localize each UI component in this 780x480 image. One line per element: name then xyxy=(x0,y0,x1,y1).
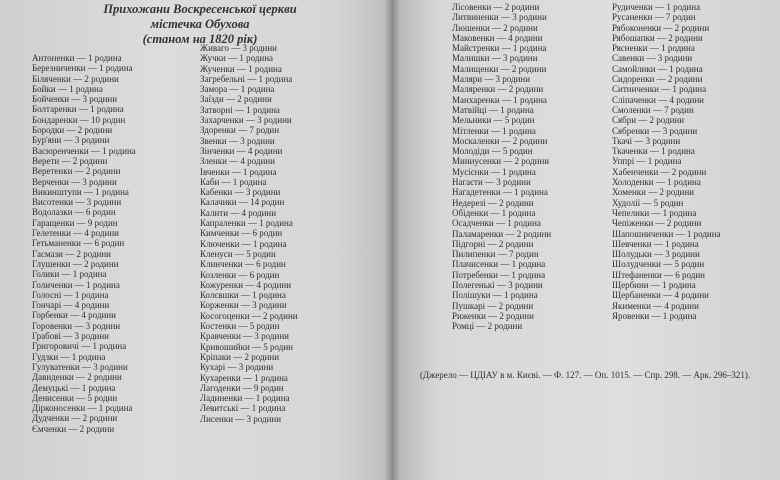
surname-entry: Яровенки — 1 родина xyxy=(612,310,697,321)
surname-entry: Кленуси — 5 родин xyxy=(200,248,276,259)
surname-entry: Звенки — 3 родини xyxy=(200,135,275,146)
right-page xyxy=(392,0,780,480)
surname-entry: Клинченки — 6 родин xyxy=(200,259,286,270)
surname-entry: Висотенки — 3 родини xyxy=(32,197,122,208)
surname-entry: Грабові — 3 родини xyxy=(32,331,109,342)
surname-entry: Малищенки — 2 родини xyxy=(452,63,547,74)
surname-entry: Обіденки — 1 родина xyxy=(452,207,536,218)
surname-entry: Голиченки — 1 родина xyxy=(32,279,120,290)
surname-entry: Голосні — 1 родина xyxy=(32,289,109,300)
surname-entry: Сліпаченки — 4 родини xyxy=(612,94,704,105)
surname-entry: Плачисенки — 1 родина xyxy=(452,259,546,270)
surname-entry: Пушкарі — 2 родини xyxy=(452,300,534,311)
surname-entry: Івченки — 1 родина xyxy=(200,166,277,177)
surname-entry: Ключенки — 1 родина xyxy=(200,238,287,249)
surname-entry: Глушенки — 2 родини xyxy=(32,258,119,269)
surname-entry: Люшенки — 2 родини xyxy=(452,22,538,33)
surname-entry: Викинштупи — 1 родина xyxy=(32,186,129,197)
surname-entry: Рябошапки — 2 родини xyxy=(612,32,703,43)
surname-entry: Бородки — 2 родини xyxy=(32,125,113,136)
surname-entry: Сидоренки — 2 родини xyxy=(612,74,703,85)
surname-entry: Рябоконенки — 2 родини xyxy=(612,22,710,33)
surname-entry: Штефаненки — 6 родин xyxy=(612,269,705,280)
surname-entry: Підгорні — 2 родини xyxy=(452,238,534,249)
surname-entry: Біляченки — 2 родини xyxy=(32,73,119,84)
surname-entry: Гончарі — 4 родини xyxy=(32,300,110,311)
surname-column-2 xyxy=(200,43,298,424)
surname-entry: Худолії — 5 родин xyxy=(612,197,684,208)
surname-entry: Гетьманенки — 6 родин xyxy=(32,238,125,249)
surname-entry: Якименки — 4 родини xyxy=(612,300,699,311)
surname-entry: Сябри — 2 родини xyxy=(612,115,685,126)
surname-entry: Кабенки — 3 родини xyxy=(200,187,281,198)
surname-entry: Демуцькі — 1 родина xyxy=(32,382,116,393)
surname-entry: Нагадетенки — 1 родина xyxy=(452,187,548,198)
title-line-3: (станом на 1820 рік) xyxy=(142,32,258,46)
surname-entry: Рясненки — 1 родина xyxy=(612,43,695,54)
surname-entry: Жученки — 1 родина xyxy=(200,63,282,74)
surname-entry: Манхаренки — 1 родина xyxy=(452,94,547,105)
surname-entry: Живаго — 3 родини xyxy=(200,43,277,53)
surname-entry: Пилипенки — 7 родин xyxy=(452,249,539,260)
surname-entry: Рудиченки — 1 родина xyxy=(612,2,701,12)
surname-entry: Затворні — 1 родина xyxy=(200,104,280,115)
surname-entry: Дірконосенки — 1 родина xyxy=(32,403,133,414)
surname-entry: Лагоденки — 9 родин xyxy=(200,382,284,393)
surname-column-3 xyxy=(452,2,551,332)
surname-entry: Ткачі — 3 родини xyxy=(612,135,681,146)
surname-entry: Козленки — 6 родин xyxy=(200,269,280,280)
surname-entry: Антоненки — 1 родина xyxy=(32,53,122,63)
surname-entry: Костенки — 5 родин xyxy=(200,321,280,332)
surname-entry: Болтаренки — 1 родина xyxy=(32,104,124,115)
surname-entry: Давиденки — 2 родини xyxy=(32,372,122,383)
surname-entry: Полішуки — 1 родина xyxy=(452,290,538,301)
surname-entry: Маляренки — 2 родини xyxy=(452,84,544,95)
surname-entry: Загребельні — 1 родина xyxy=(200,73,293,84)
surname-entry: Бондаренки — 10 родин xyxy=(32,114,126,125)
surname-entry: Риженки — 2 родини xyxy=(452,310,534,321)
surname-entry: Ладиненки — 1 родина xyxy=(200,393,290,404)
surname-entry: Молодіди — 5 родин xyxy=(452,146,533,157)
surname-entry: Чепелики — 1 родина xyxy=(612,207,697,218)
surname-entry: Голики — 1 родина xyxy=(32,269,107,280)
surname-entry: Майстренки — 1 родина xyxy=(452,43,547,54)
surname-entry: Зленки — 4 родини xyxy=(200,156,275,167)
surname-entry: Верети — 2 родини xyxy=(32,155,108,166)
book-gutter xyxy=(384,0,400,480)
surname-entry: Замора — 1 родина xyxy=(200,84,275,95)
surname-entry: Ромці — 2 родини xyxy=(452,321,523,332)
surname-entry: Гелетенки — 4 родини xyxy=(32,228,119,239)
surname-entry: Щербаненки — 4 родини xyxy=(612,290,709,301)
surname-entry: Савенки — 3 родини xyxy=(612,53,693,64)
surname-entry: Капраленки — 1 родина xyxy=(200,218,293,229)
surname-entry: Холоденки — 1 родина xyxy=(612,177,701,188)
surname-entry: Потребенки — 1 родина xyxy=(452,269,546,280)
surname-entry: Гасмази — 2 родини xyxy=(32,248,111,259)
surname-entry: Смоленки — 7 родин xyxy=(612,104,694,115)
surname-entry: Жучки — 1 родина xyxy=(200,53,274,64)
surname-entry: Калити — 4 родини xyxy=(200,207,277,218)
surname-entry: Левитські — 1 родина xyxy=(200,403,286,414)
surname-entry: Ємченки — 2 родини xyxy=(32,423,115,434)
surname-entry: Литвиненки — 3 родини xyxy=(452,12,547,23)
surname-entry: Гудзки — 1 родина xyxy=(32,351,106,362)
surname-entry: Кривошийки — 5 родин xyxy=(200,341,293,352)
surname-entry: Маковенки — 4 родини xyxy=(452,32,543,43)
surname-entry: Бойченки — 3 родини xyxy=(32,94,118,105)
surname-entry: Ситниченки — 1 родина xyxy=(612,84,707,95)
surname-entry: Кравченки — 3 родини xyxy=(200,331,289,342)
surname-entry: Нагаєти — 3 родини xyxy=(452,177,531,188)
surname-entry: Кожуренки — 4 родини xyxy=(200,279,292,290)
surname-entry: Бур'яни — 3 родини xyxy=(32,135,110,146)
title-line-2: містечка Обухова xyxy=(150,17,250,31)
surname-entry: Малишки — 3 родини xyxy=(452,53,538,64)
surname-entry: Мусієнки — 1 родина xyxy=(452,166,536,177)
surname-entry: Денисенки — 5 родин xyxy=(32,392,118,403)
surname-entry: Здоренки — 7 родин xyxy=(200,125,280,136)
surname-entry: Заїзди — 2 родини xyxy=(200,94,272,105)
surname-entry: Сябренки — 3 родини xyxy=(612,125,698,136)
surname-entry: Васюренченки — 1 родина xyxy=(32,145,136,156)
source-note: (Джерело — ЦДІАУ в м. Києві. — Ф. 127. — Оп. 1015. — Спр. 298. — Арк. 296–321). xyxy=(420,370,751,380)
surname-entry: Уппрі — 1 родина xyxy=(612,156,682,167)
surname-entry: Мітленки — 1 родина xyxy=(452,125,536,136)
surname-entry: Кухарі — 3 родини xyxy=(200,362,274,373)
surname-entry: Горбенки — 4 родини xyxy=(32,310,116,321)
surname-entry: Хоменки — 2 родини xyxy=(612,187,694,198)
surname-entry: Шолудьки — 3 родини xyxy=(612,249,700,260)
surname-entry: Щербини — 1 родина xyxy=(612,280,696,291)
surname-entry: Гаращенки — 9 родин xyxy=(32,217,118,228)
surname-entry: Верченки — 3 родини xyxy=(32,176,117,187)
surname-entry: Полегенькі — 3 родини xyxy=(452,280,543,291)
page-title xyxy=(95,2,305,47)
surname-entry: Каби — 1 родина xyxy=(200,176,267,187)
surname-entry: Григоровичі — 1 родина xyxy=(32,341,127,352)
surname-entry: Кухаренки — 1 родина xyxy=(200,372,288,383)
surname-entry: Русаненки — 7 родин xyxy=(612,12,696,23)
surname-entry: Гулуватенки — 3 родини xyxy=(32,361,128,372)
surname-entry: Хабенченки — 2 родини xyxy=(612,166,707,177)
surname-entry: Захарченки — 3 родини xyxy=(200,115,292,126)
surname-entry: Калачики — 14 родин xyxy=(200,197,285,208)
surname-entry: Зінченки — 4 родини xyxy=(200,145,283,156)
surname-entry: Веретенки — 2 родини xyxy=(32,166,121,177)
surname-entry: Маляри — 3 родини xyxy=(452,74,531,85)
surname-entry: Корженки — 3 родини xyxy=(200,300,287,311)
surname-entry: Колєвшки — 1 родина xyxy=(200,290,286,301)
surname-entry: Косогоценки — 2 родини xyxy=(200,310,298,321)
surname-entry: Шолудченки — 5 родин xyxy=(612,259,705,270)
surname-entry: Матвійці — 1 родина xyxy=(452,104,534,115)
surname-entry: Шевченки — 1 родина xyxy=(612,238,699,249)
surname-entry: Лісовенки — 2 родини xyxy=(452,2,540,12)
surname-entry: Водолазки — 6 родин xyxy=(32,207,116,218)
surname-entry: Кріпаки — 2 родини xyxy=(200,351,280,362)
surname-entry: Недерезі — 2 родини xyxy=(452,197,534,208)
surname-entry: Мельники — 5 родин xyxy=(452,115,535,126)
surname-entry: Шапошниченки — 1 родина xyxy=(612,228,721,239)
title-line-1: Прихожани Воскресенської церкви xyxy=(103,2,297,16)
surname-entry: Чепіженки — 2 родини xyxy=(612,218,702,229)
surname-entry: Москаленки — 2 родини xyxy=(452,135,548,146)
surname-entry: Бойки — 1 родина xyxy=(32,83,103,94)
surname-entry: Березниченки — 1 родина xyxy=(32,63,133,74)
surname-column-1 xyxy=(32,53,136,434)
surname-entry: Ткаченки — 1 родина xyxy=(612,146,695,157)
surname-entry: Лисенки — 3 родини xyxy=(200,413,282,424)
surname-column-4 xyxy=(612,2,721,321)
surname-entry: Самойлики — 1 родина xyxy=(612,63,703,74)
surname-entry: Паламаренки — 2 родини xyxy=(452,228,552,239)
surname-entry: Миниусенки — 2 родини xyxy=(452,156,550,167)
surname-entry: Кимченки — 6 родин xyxy=(200,228,283,239)
surname-entry: Горовенки — 3 родини xyxy=(32,320,121,331)
surname-entry: Дудченки — 2 родини xyxy=(32,413,118,424)
surname-entry: Осадченки — 1 родина xyxy=(452,218,541,229)
